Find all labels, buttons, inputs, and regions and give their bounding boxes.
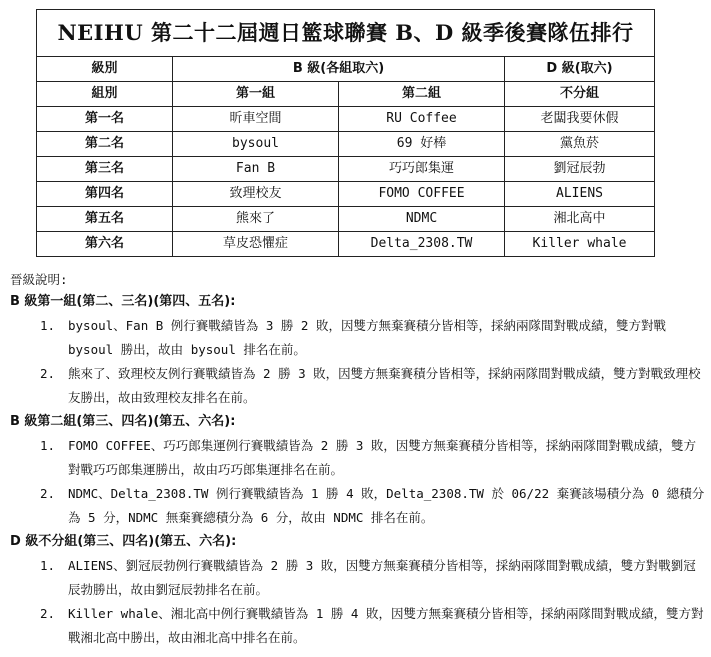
group1-team: Fan B [173, 157, 339, 182]
item-number: 1. [40, 318, 56, 333]
d-level-header: D 級(取六) [505, 57, 655, 82]
item-text: bysoul、Fan B 例行賽戰績皆為 3 勝 2 敗，因雙方無棄賽積分皆相等，採納兩隊間對戰成績，雙方對戰 bysoul 勝出，故由 bysoul 排名在前。 [68, 318, 666, 357]
item-text: Killer whale、湘北高中例行賽戰績皆為 1 勝 4 敗，因雙方無棄賽積分皆相等，採納兩隊間對戰成績，雙方對戰湘北高中勝出，故由湘北高中排名在前。 [68, 606, 704, 645]
group2-team: NDMC [339, 207, 505, 232]
group1-team: bysoul [173, 132, 339, 157]
d-level-team: 老闆我要休假 [505, 107, 655, 132]
item-number: 1. [40, 558, 56, 573]
ranking-table [36, 9, 655, 257]
d-level-team: ALIENS [505, 182, 655, 207]
b-level-header: B 級(各組取六) [173, 57, 505, 82]
group1-team: 致理校友 [173, 182, 339, 207]
item-number: 2. [40, 606, 56, 621]
group1-team: 昕車空間 [173, 107, 339, 132]
section-heading: B 級第二組(第三、四名)(第五、六名): [10, 414, 236, 429]
group-header: 組別 [37, 82, 173, 107]
item-number: 2. [40, 366, 56, 381]
rank-label: 第五名 [37, 207, 173, 232]
item-text: 熊來了、致理校友例行賽戰績皆為 2 勝 3 敗，因雙方無棄賽積分皆相等，採納兩隊間對戰成績，雙方對戰致理校友勝出，故由致理校友排名在前。 [68, 366, 701, 405]
section-heading: D 級不分組(第三、四名)(第五、六名): [10, 534, 237, 549]
item-number: 2. [40, 486, 56, 501]
table-row [37, 157, 655, 182]
list-item [10, 602, 708, 650]
group1-team: 熊來了 [173, 207, 339, 232]
list-item [10, 554, 708, 602]
item-number: 1. [40, 438, 56, 453]
table-row [37, 207, 655, 232]
no-group-header: 不分組 [505, 82, 655, 107]
table-row [37, 107, 655, 132]
table-title: NEIHU 第二十二屆週日籃球聯賽 B、D 級季後賽隊伍排行 [37, 10, 655, 57]
d-level-team: 湘北高中 [505, 207, 655, 232]
rank-label: 第四名 [37, 182, 173, 207]
notes-intro: 晉級說明: [10, 272, 68, 287]
group2-team: Delta_2308.TW [339, 232, 505, 257]
table-row [37, 182, 655, 207]
list-item [10, 482, 708, 530]
group2-team: 69 好棒 [339, 132, 505, 157]
group2-team: 巧巧郎集運 [339, 157, 505, 182]
list-item [10, 362, 708, 410]
d-level-team: 劉冠辰勃 [505, 157, 655, 182]
advancement-notes [10, 270, 708, 650]
rank-label: 第三名 [37, 157, 173, 182]
section-heading: B 級第一組(第二、三名)(第四、五名): [10, 294, 236, 309]
item-text: NDMC、Delta_2308.TW 例行賽戰績皆為 1 勝 4 敗，Delta_2308.TW 於 06/22 棄賽該場積分為 0 總積分為 5 分，NDMC 無棄賽總積分為 6 分，故由 NDMC 排名在前。 [68, 486, 705, 525]
rank-label: 第二名 [37, 132, 173, 157]
list-item [10, 434, 708, 482]
rank-label: 第六名 [37, 232, 173, 257]
group2-team: FOMO COFFEE [339, 182, 505, 207]
rank-label: 第一名 [37, 107, 173, 132]
list-item [10, 314, 708, 362]
d-level-team: Killer whale [505, 232, 655, 257]
group1-header: 第一組 [173, 82, 339, 107]
group2-team: RU Coffee [339, 107, 505, 132]
table-row [37, 132, 655, 157]
table-row [37, 232, 655, 257]
d-level-team: 黨魚菸 [505, 132, 655, 157]
level-header: 級別 [37, 57, 173, 82]
item-text: FOMO COFFEE、巧巧郎集運例行賽戰績皆為 2 勝 3 敗，因雙方無棄賽積分皆相等，採納兩隊間對戰成績，雙方對戰巧巧郎集運勝出，故由巧巧郎集運排名在前。 [68, 438, 696, 477]
group2-header: 第二組 [339, 82, 505, 107]
item-text: ALIENS、劉冠辰勃例行賽戰績皆為 2 勝 3 敗，因雙方無棄賽積分皆相等，採納兩隊間對戰成績，雙方對戰劉冠辰勃勝出，故由劉冠辰勃排名在前。 [68, 558, 696, 597]
group1-team: 草皮恐懼症 [173, 232, 339, 257]
